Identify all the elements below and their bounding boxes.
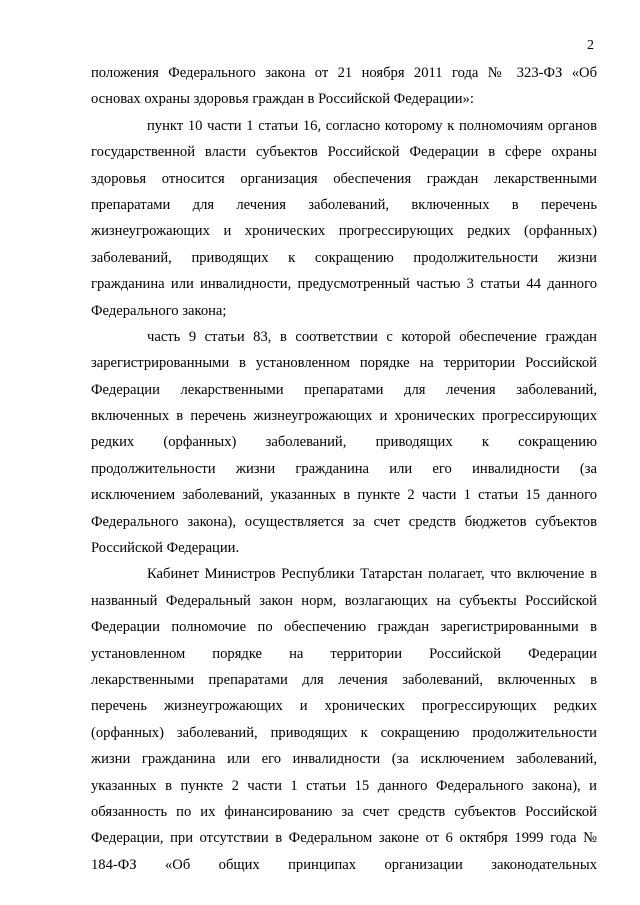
paragraph-intro: [91, 60, 597, 113]
text-line: (орфанных) заболеваний, приводящих к сокращению продолжительности: [91, 724, 597, 741]
text-line: редких (орфанных) заболеваний, приводящих к сокращению: [91, 434, 597, 451]
text-line: государственной власти субъектов Российской Федерации в сфере охраны: [91, 144, 597, 161]
text-line: здоровья относится организация обеспечения граждан лекарственными: [91, 170, 597, 187]
text-line: лекарственными препаратами для лечения заболеваний, включенных в: [91, 671, 597, 688]
text-line: часть 9 статьи 83, в соответствии с которой обеспечение граждан: [147, 328, 597, 345]
page-number: 2: [587, 38, 594, 53]
text-line: установленном порядке на территории Российской Федерации: [91, 645, 597, 662]
text-line: Федерации, при отсутствии в Федеральном законе от 6 октября 1999 года №: [91, 830, 597, 847]
text-line: 184-ФЗ «Об общих принципах организации законодательных: [91, 856, 597, 873]
text-line: Кабинет Министров Республики Татарстан полагает, что включение в: [147, 566, 597, 583]
text-line: названный Федеральный закон норм, возлагающих на субъекты Российской: [91, 592, 597, 609]
text-line: основах охраны здоровья граждан в Российской Федерации»:: [91, 91, 474, 108]
text-line: продолжительности жизни гражданина или его инвалидности (за: [91, 460, 597, 477]
text-line: зарегистрированными в установленном порядке на территории Российской: [91, 355, 597, 372]
text-line: указанных в пункте 2 части 1 статьи 15 данного Федерального закона), и: [91, 777, 597, 794]
text-line: Федерального закона), осуществляется за счет средств бюджетов субъектов: [91, 513, 597, 530]
text-line: заболеваний, приводящих к сокращению продолжительности жизни: [91, 249, 597, 266]
text-line: Российской Федерации.: [91, 540, 240, 557]
text-line: жизни гражданина или его инвалидности (за исключением заболеваний,: [91, 751, 597, 768]
text-line: Федерации полномочие по обеспечению граждан зарегистрированными в: [91, 619, 597, 636]
text-line: Федерального закона;: [91, 302, 227, 319]
paragraph-item-article-16: [91, 113, 597, 324]
text-line: обязанность по их финансированию за счет средств субъектов Российской: [91, 803, 597, 820]
paragraph-item-article-83: [91, 324, 597, 562]
text-line: перечень жизнеугрожающих и хронических прогрессирующих редких: [91, 698, 597, 715]
text-line: включенных в перечень жизнеугрожающих и хронических прогрессирующих: [91, 408, 597, 425]
text-line: пункт 10 части 1 статьи 16, согласно которому к полномочиям органов: [147, 117, 597, 134]
text-line: положения Федерального закона от 21 ноября 2011 года № 323-ФЗ «Об: [91, 65, 597, 81]
document-body: [91, 60, 597, 878]
text-line: препаратами для лечения заболеваний, включенных в перечень: [91, 196, 597, 213]
text-line: жизнеугрожающих и хронических прогрессирующих редких (орфанных): [91, 223, 597, 240]
text-line: Федерации лекарственными препаратами для лечения заболеваний,: [91, 381, 597, 398]
paragraph-cabinet-position: [91, 561, 597, 878]
text-line: гражданина или инвалидности, предусмотренный частью 3 статьи 44 данного: [91, 276, 597, 293]
text-line: исключением заболеваний, указанных в пункте 2 части 1 статьи 15 данного: [91, 487, 597, 504]
